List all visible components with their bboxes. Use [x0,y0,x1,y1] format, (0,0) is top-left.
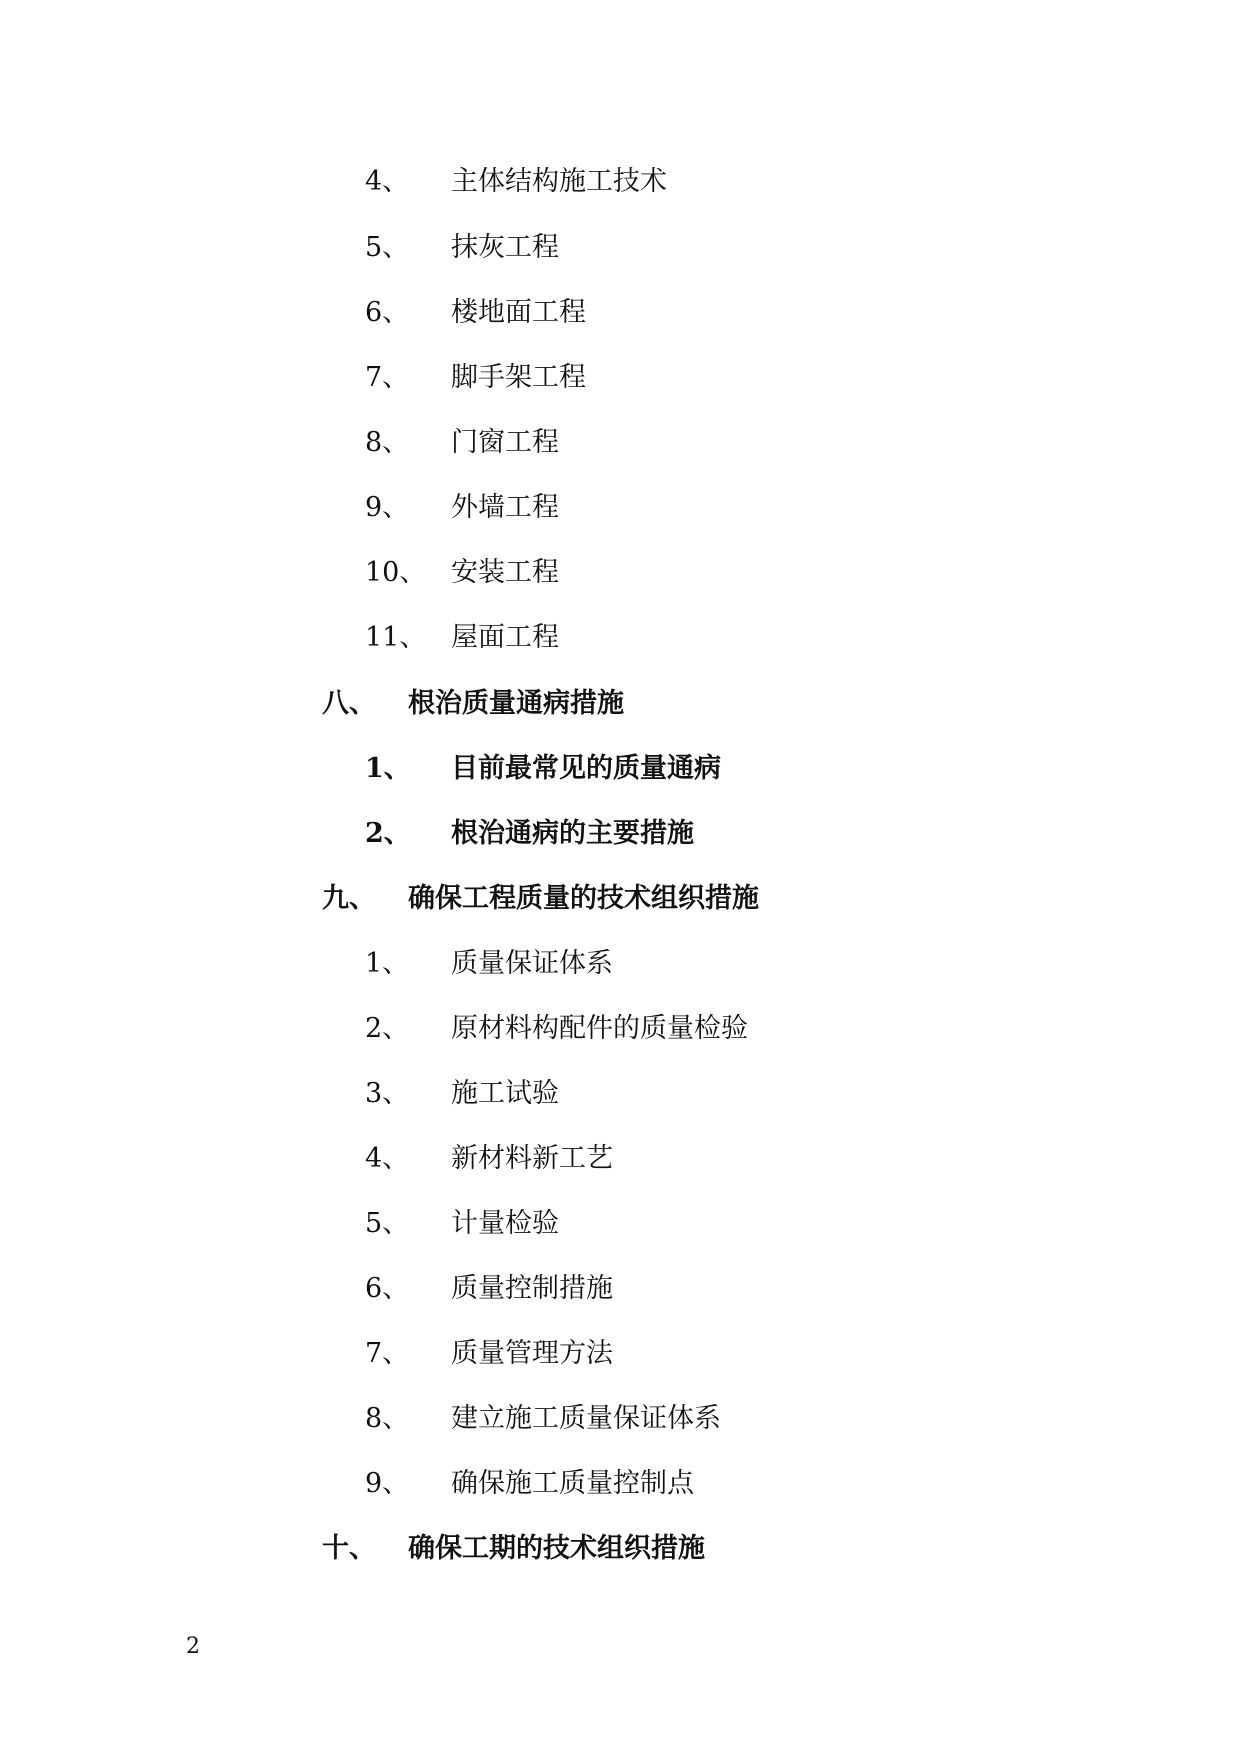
toc-entry-number: 6、 [365,297,410,328]
toc-entry-title: 新材料新工艺 [451,1143,613,1174]
toc-entry-title: 门窗工程 [451,427,559,458]
toc-entry-title: 目前最常见的质量通病 [451,753,721,784]
toc-entry-title: 计量检验 [451,1208,559,1239]
toc-entry-number: 7、 [365,1338,410,1369]
toc-entry-title: 建立施工质量保证体系 [451,1403,721,1434]
toc-entry-number: 9、 [365,492,410,523]
toc-entry-number: 4、 [365,166,410,197]
toc-entry-title: 安装工程 [451,557,559,588]
toc-entry-number: 2、 [365,818,411,849]
toc-entry-number: 8、 [365,427,410,458]
toc-entry-title: 施工试验 [451,1078,559,1109]
toc-entry-number: 7、 [365,362,410,393]
toc-entry-title: 质量控制措施 [451,1273,613,1304]
toc-section-number: 十、 [322,1533,376,1564]
toc-entry-number: 5、 [365,232,410,263]
toc-entry-number: 11、 [365,622,427,653]
toc-section-title: 确保工期的技术组织措施 [408,1533,705,1564]
toc-entry-title: 屋面工程 [451,622,559,653]
toc-entry-number: 4、 [365,1143,410,1174]
toc-entry-number: 10、 [365,557,427,588]
toc-entry-title: 抹灰工程 [451,232,559,263]
toc-entry-number: 1、 [365,753,411,784]
page-number: 2 [186,1634,200,1659]
toc-entry-title: 主体结构施工技术 [451,166,667,197]
toc-section-title: 确保工程质量的技术组织措施 [408,883,759,914]
toc-entry-number: 1、 [365,948,410,979]
toc-entry-title: 根治通病的主要措施 [451,818,694,849]
toc-entry-number: 8、 [365,1403,410,1434]
toc-entry-number: 2、 [365,1013,410,1044]
toc-entry-number: 9、 [365,1468,410,1499]
toc-entry-number: 6、 [365,1273,410,1304]
toc-entry-title: 脚手架工程 [451,362,586,393]
toc-section-number: 九、 [322,883,376,914]
toc-entry-title: 原材料构配件的质量检验 [451,1013,748,1044]
toc-entry-title: 楼地面工程 [451,297,586,328]
toc-section-number: 八、 [322,688,376,719]
toc-entry-title: 质量保证体系 [451,948,613,979]
toc-entry-title: 外墙工程 [451,492,559,523]
toc-entry-number: 3、 [365,1078,410,1109]
toc-entry-title: 确保施工质量控制点 [451,1468,694,1499]
toc-entry-title: 质量管理方法 [451,1338,613,1369]
toc-entry-number: 5、 [365,1208,410,1239]
toc-section-title: 根治质量通病措施 [408,688,624,719]
